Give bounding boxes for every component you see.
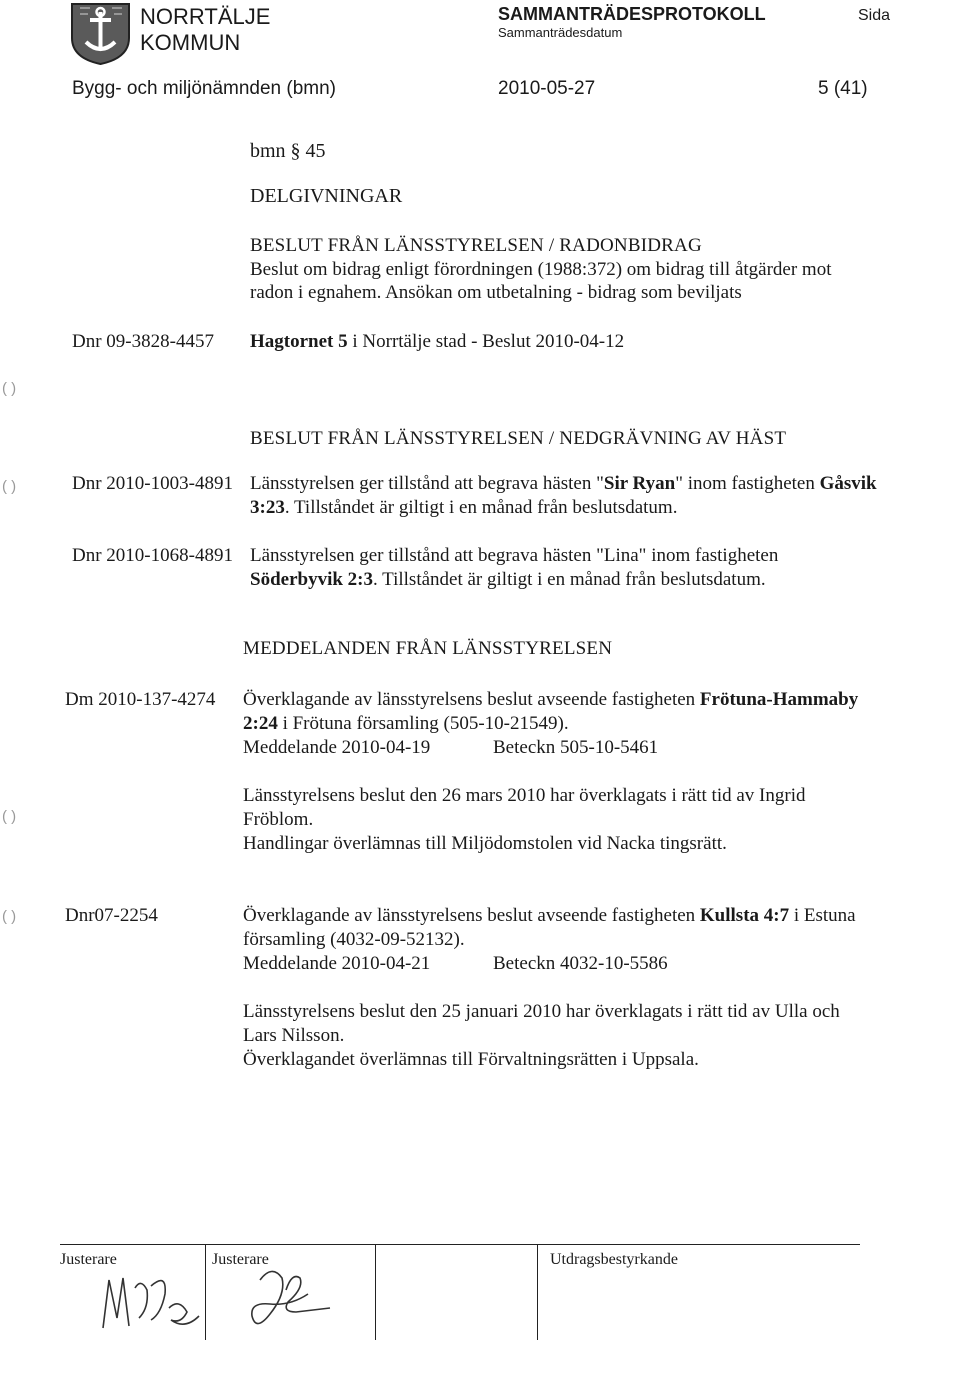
org-name-line2: KOMMUN: [140, 30, 241, 55]
footer-divider: [537, 1244, 538, 1340]
meeting-date: 2010-05-27: [498, 78, 596, 99]
committee-name: Bygg- och miljönämnden (bmn): [72, 78, 337, 99]
signature-initials-2: [230, 1260, 340, 1335]
doc-type: SAMMANTRÄDESPROTOKOLL: [498, 4, 766, 24]
dnr-label: Dnr 09-3828-4457: [72, 331, 214, 352]
horse-name: Sir Ryan: [603, 473, 676, 494]
section-text-line: radon i egnahem. Ansökan om utbetalning - bidrag som beviljats: [250, 282, 742, 303]
municipality-logo: [70, 2, 131, 66]
body-text: Fröblom.: [243, 809, 314, 830]
beteckn: Beteckn 505-10-5461: [493, 737, 659, 758]
dnr-label: Dm 2010-137-4274: [65, 689, 216, 710]
margin-mark: ( ): [2, 478, 17, 495]
margin-mark: ( ): [2, 908, 17, 925]
paragraph-number: bmn § 45: [250, 140, 326, 162]
footer-justerare: Justerare: [60, 1251, 117, 1268]
margin-mark: ( ): [2, 808, 17, 825]
body-text: Länsstyrelsens beslut den 26 mars 2010 har överklagats i rätt tid av Ingrid: [243, 785, 806, 806]
text-part: Överklagande av länsstyrelsens beslut avseende fastigheten: [243, 905, 700, 926]
dnr-item-text: [243, 688, 858, 711]
property-name: Söderbyvik 2:3: [250, 569, 373, 590]
doc-subtitle: Sammanträdesdatum: [498, 25, 623, 40]
text-part: i Estuna: [789, 905, 856, 926]
footer-rule: [60, 1244, 860, 1245]
body-text: Länsstyrelsens beslut den 25 januari 2010 har överklagats i rätt tid av Ulla och: [243, 1001, 840, 1022]
text-part: . Tillståndet är giltigt i en månad från beslutsdatum.: [373, 569, 766, 590]
footer-divider: [375, 1244, 376, 1340]
footer-divider: [205, 1244, 206, 1340]
property-name: Gåsvik: [819, 473, 877, 494]
property-name: Frötuna-Hammaby: [699, 689, 859, 710]
property-number: 2:24: [243, 713, 278, 734]
page-number: 5 (41): [818, 78, 868, 99]
dnr-label: Dnr 2010-1003-4891: [72, 473, 233, 494]
text-part: " inom fastigheten: [675, 473, 820, 494]
property-name: Hagtornet 5: [250, 331, 348, 352]
page-label: Sida: [858, 7, 891, 24]
dnr-item-text: Länsstyrelsen ger tillstånd att begrava hästen "Lina" inom fastigheten: [250, 545, 779, 566]
dnr-item-text: [250, 568, 766, 591]
signature-initials-1: [95, 1268, 205, 1338]
property-number: 3:23: [250, 497, 285, 518]
text-part: . Tillståndet är giltigt i en månad från beslutsdatum.: [284, 497, 678, 518]
text-part: Länsstyrelsen ger tillstånd att begrava hästen ": [250, 473, 604, 494]
dnr-item-text: [250, 330, 624, 353]
footer-justerare: Justerare: [212, 1251, 269, 1268]
body-text: Överklagandet överlämnas till Förvaltningsrätten i Uppsala.: [243, 1049, 699, 1070]
item-text-rest: i Norrtälje stad - Beslut 2010-04-12: [347, 331, 625, 352]
margin-mark: ( ): [2, 380, 17, 397]
dnr-item-text: [250, 496, 677, 519]
dnr-label: Dnr07-2254: [65, 905, 158, 926]
dnr-item-text: [243, 712, 569, 735]
org-name-line1: NORRTÄLJE: [140, 4, 271, 29]
body-text: Handlingar överlämnas till Miljödomstolen vid Nacka tingsrätt.: [243, 833, 727, 854]
text-part: Överklagande av länsstyrelsens beslut avseende fastigheten: [243, 689, 700, 710]
page-title: DELGIVNINGAR: [250, 185, 403, 207]
dnr-label: Dnr 2010-1068-4891: [72, 545, 233, 566]
property-name: Kullsta 4:7: [699, 905, 790, 926]
section-heading-meddelanden: MEDDELANDEN FRÅN LÄNSSTYRELSEN: [243, 638, 613, 659]
dnr-item-text: församling (4032-09-52132).: [243, 929, 465, 950]
section-heading-nedgravning: BESLUT FRÅN LÄNSSTYRELSEN / NEDGRÄVNING AV HÄST: [250, 428, 787, 449]
text-part: i Frötuna församling (505-10-21549).: [277, 713, 569, 734]
beteckn: Beteckn 4032-10-5586: [493, 953, 668, 974]
section-text-line: Beslut om bidrag enligt förordningen (1988:372) om bidrag till åtgärder mot: [250, 259, 832, 280]
section-heading-radonbidrag: BESLUT FRÅN LÄNSSTYRELSEN / RADONBIDRAG: [250, 235, 702, 256]
dnr-item-text: [243, 904, 856, 927]
dnr-item-text: [250, 472, 877, 495]
meddelande-date: Meddelande 2010-04-19: [243, 737, 431, 758]
meddelande-date: Meddelande 2010-04-21: [243, 953, 431, 974]
body-text: Lars Nilsson.: [243, 1025, 345, 1046]
footer-utdragsbestyrkande: Utdragsbestyrkande: [550, 1251, 678, 1268]
